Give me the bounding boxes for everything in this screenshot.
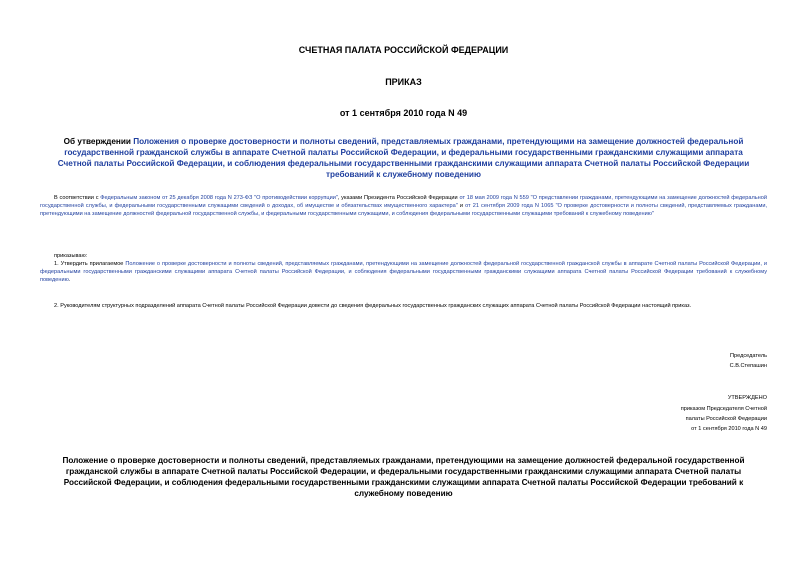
organization-header: СЧЕТНАЯ ПАЛАТА РОССИЙСКОЙ ФЕДЕРАЦИИ — [298, 45, 509, 55]
item-1-text: 1. Утвердить прилагаемое — [54, 261, 126, 267]
item-1-end: . — [68, 277, 71, 284]
document-date-number: от 1 сентября 2010 года N 49 — [339, 108, 468, 118]
preamble-text-1: В соответствии с — [54, 195, 101, 201]
item-2-paragraph: 2. Руководителям структурных подразделений аппарата Счетной палаты Российской Федерации довести до сведения федеральных государственных гражданских служащих аппарата Счетной палаты Российской Федерации настоящий приказ. — [54, 303, 692, 309]
subject-prefix: Об утверждении — [63, 137, 134, 146]
approved-line-2: палаты Российской Федерации — [685, 416, 767, 422]
decree-559-link[interactable]: от 18 мая 2009 года N 559 "О представлении гражданами, претендующими на замещение должностей федеральной государственной службы, и федеральными государственными служащими сведений о доходах, об имуществе и обязательствах имущественного характера" — [40, 195, 768, 210]
appendix-title: Положение о проверке достоверности и полноты сведений, представляемых гражданами, претендующими на замещение должностей федеральной государственной гражданской службы в аппарате Счетной палаты Российской Федерации, и федеральными государственными гражданскими служащими аппарата Счетной палаты Российской Федерации, и соблюдения федеральными государственными гражданскими служащими аппарата Счетной палаты Российской Федерации требований к служебному поведению — [62, 456, 745, 498]
signature-role: Председатель — [729, 353, 767, 359]
decree-1065-link[interactable]: от 21 сентября 2009 года N 1065 "О проверке достоверности и полноты сведений, представляемых гражданами, претендующими на замещение должностей федеральной государственной службы, и федеральными государственными служащими, и соблюдения федеральными государственными служащими требований к служебному поведению" — [40, 203, 767, 218]
preamble-text-3: и — [457, 203, 466, 210]
item-1-paragraph — [40, 260, 767, 285]
regulation-link[interactable]: Положение о проверке достоверности и полноты сведений, представляемых гражданами, претендующими на замещение должностей федеральной государственной гражданской службы в аппарате Счетной палаты Российской Федерации, и федеральными государственными гражданскими служащими аппарата Счетной палаты Российской Федерации, и соблюдения федеральными государственными гражданскими служащими аппарата Счетной палаты Российской Федерации требований к служебному поведению — [40, 261, 767, 284]
signature-name: С.В.Степашин — [729, 363, 767, 369]
federal-law-link[interactable]: Федеральным законом от 25 декабря 2008 года N 273-ФЗ "О противодействии коррупции" — [100, 195, 338, 201]
preamble-text-2: , указами Президента Российской Федерации — [337, 195, 460, 201]
order-word: приказываю: — [54, 253, 88, 259]
document-type: ПРИКАЗ — [385, 77, 422, 87]
document-subject — [52, 136, 755, 180]
approved-line-3: от 1 сентября 2010 года N 49 — [691, 426, 767, 432]
subject-link[interactable]: Положения о проверке достоверности и полноты сведений, представляемых гражданами, претендующими на замещение должностей федеральной государственной гражданской службы в аппарате Счетной палаты Российской Федерации, и федеральными государственными гражданскими служащими аппарата Счетной палаты Российской Федерации, и соблюдения федеральными государственными гражданскими служащими аппарата Счетной палаты Российской Федерации требований к служебному поведению — [57, 137, 750, 179]
approved-heading: УТВЕРЖДЕНО — [727, 395, 767, 401]
preamble-paragraph — [40, 194, 767, 219]
approved-line-1: приказом Председателя Счетной — [680, 406, 767, 412]
